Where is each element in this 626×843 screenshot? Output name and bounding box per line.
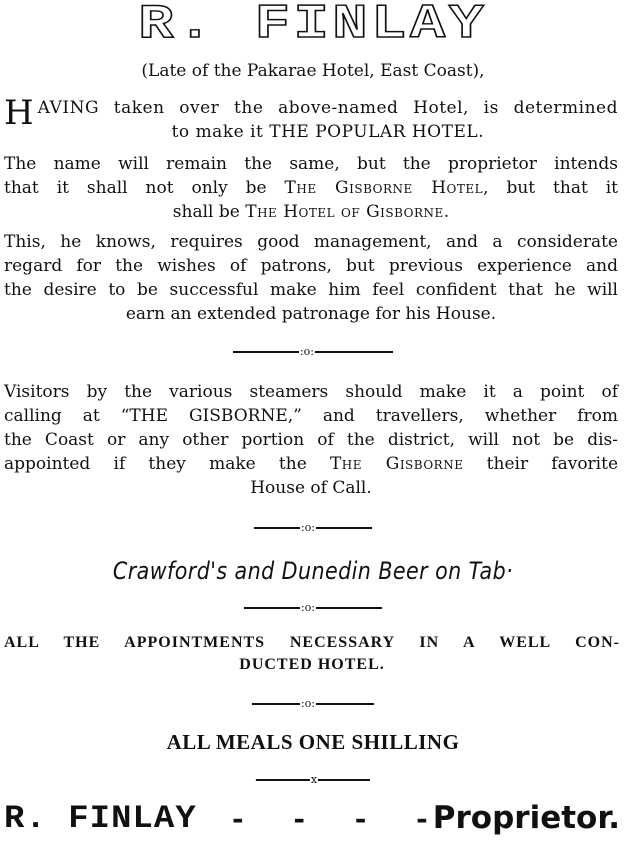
divider <box>0 602 626 614</box>
paragraph-line <box>4 176 618 200</box>
divider <box>0 774 626 786</box>
text-run: their favorite <box>463 454 619 474</box>
paragraph-line: earn an extended patronage for his House. <box>125 304 497 324</box>
paragraph-line: the Coast or any other portion of the district, will not be dis- <box>4 430 618 450</box>
beer-tagline: Crawford's and Dunedin Beer on Tab· <box>112 557 514 585</box>
paragraph-name <box>0 152 626 224</box>
text-run: , but that it <box>483 178 618 198</box>
paragraph-management <box>0 230 626 326</box>
paragraph-line: DUCTED HOTEL. <box>239 656 385 673</box>
text-run: . <box>443 202 450 222</box>
divider-mark: x <box>310 773 318 786</box>
divider-mark: :o: <box>300 697 316 710</box>
text-run: appointed if they make the <box>4 454 330 474</box>
divider <box>0 698 626 710</box>
text-run: shall be <box>172 202 246 222</box>
paragraph-line <box>4 200 618 224</box>
text-run: that it shall not only be <box>4 178 285 198</box>
appointments-notice <box>0 632 626 676</box>
paragraph-line: Visitors by the various steamers should make it a point of <box>4 382 618 402</box>
paragraph-line: ALL THE APPOINTMENTS NECESSARY IN A WELL CON- <box>4 634 620 651</box>
paragraph-visitors <box>0 380 626 500</box>
paragraph-line: House of Call. <box>250 478 372 498</box>
paragraph-line: The name will remain the same, but the proprietor intends <box>4 154 618 174</box>
subtitle: (Late of the Pakarae Hotel, East Coast), <box>141 61 485 81</box>
divider-mark: :o: <box>300 521 316 534</box>
footer-signature <box>0 800 626 840</box>
divider-mark: :o: <box>300 601 316 614</box>
proprietor-title: R. FINLAY <box>138 0 488 52</box>
hotel-name-smallcaps: The Gisborne <box>329 454 464 474</box>
paragraph-line: AVING taken over the above-named Hotel, is determined <box>37 98 618 118</box>
paragraph-line: calling at “THE GISBORNE,” and travellers, whether from <box>4 406 618 426</box>
paragraph-line: the desire to be successful make him feel confident that he will <box>4 280 618 300</box>
divider <box>0 346 626 358</box>
hotel-name-smallcaps: The Gisborne Hotel <box>284 178 484 198</box>
drop-cap: H <box>4 93 34 133</box>
paragraph-line: This, he knows, requires good management, and a considerate <box>4 232 618 252</box>
meals-notice: ALL MEALS ONE SHILLING <box>166 730 460 754</box>
footer-role: Proprietor. <box>432 800 620 836</box>
divider-mark: :o: <box>299 345 315 358</box>
paragraph-line <box>4 452 618 476</box>
paragraph-line: to make it THE POPULAR HOTEL. <box>171 122 485 142</box>
footer-name: R. FINLAY <box>4 800 197 837</box>
footer-dashes: - - - - <box>232 802 428 835</box>
divider <box>0 522 626 534</box>
hotel-name-smallcaps: The Hotel of Gisborne <box>245 202 444 222</box>
paragraph-taken-over <box>0 93 626 144</box>
paragraph-line: regard for the wishes of patrons, but previous experience and <box>4 256 618 276</box>
